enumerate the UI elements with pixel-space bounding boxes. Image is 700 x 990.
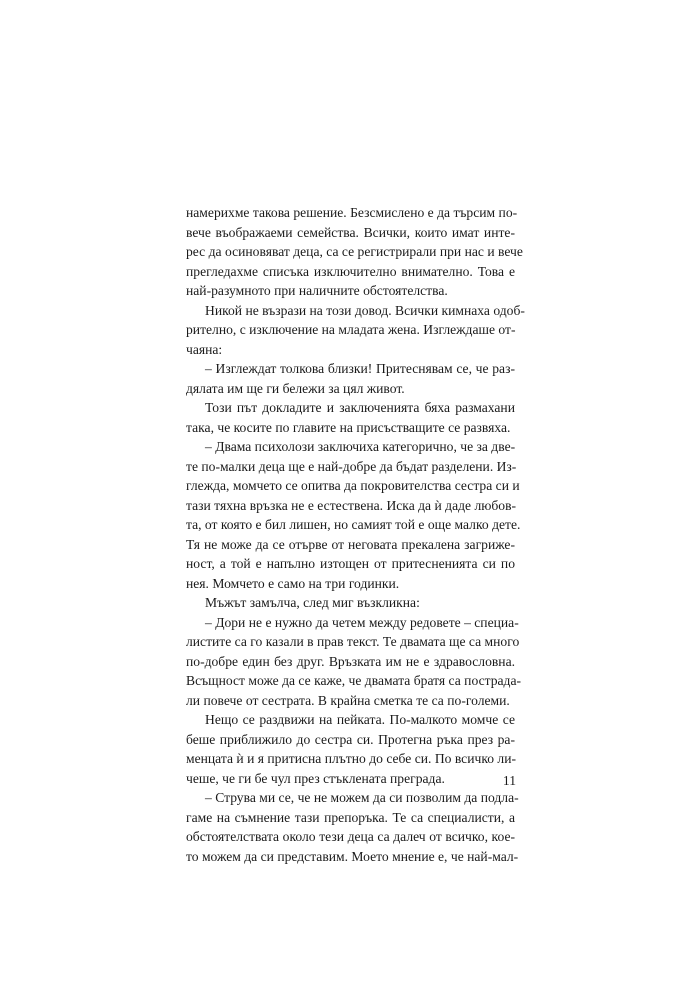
text-line: – Дори не е нужно да четем между редовете – специа- xyxy=(205,614,519,630)
text-line: Мъжът замълча, след миг възкликна: xyxy=(205,595,420,610)
text-line: нея. Момчето е само на три годинки. xyxy=(186,575,400,591)
text-line: чеше, че ги бе чул през стъклената преграда. xyxy=(186,770,445,786)
text-line: рес да осиновяват деца, са се регистрирали при нас и вече xyxy=(186,244,523,259)
text-line: менцата ѝ и я притисна плътно до себе си. По всичко ли- xyxy=(186,751,517,766)
text-line: беше приближило до сестра си. Протегна ръка през ра- xyxy=(186,731,515,747)
text-line: Никой не възрази на този довод. Всички кимнаха одоб- xyxy=(205,302,525,318)
text-line: по-добре един без друг. Връзката им не е здравословна. xyxy=(186,653,515,669)
text-line: Всъщност може да се каже, че двамата братя са пострада- xyxy=(186,673,522,688)
body-text xyxy=(186,203,525,866)
text-line: те по-малки деца ще е най-добре да бъдат разделени. Из- xyxy=(186,458,517,474)
text-line: вече въображаеми семейства. Всички, които имат инте- xyxy=(186,224,515,240)
text-line: Нещо се раздвижи на пейката. По-малкото момче се xyxy=(205,712,515,727)
text-line: ност, а той е напълно изтощен от притесненията си по xyxy=(186,556,515,571)
page-number: 11 xyxy=(502,773,516,788)
text-line: чаяна: xyxy=(186,341,223,357)
text-line: най-разумното при наличните обстоятелства. xyxy=(186,283,448,298)
text-line: гаме на съмнение тази препоръка. Те са специалисти, а xyxy=(186,809,515,825)
text-line: – Струва ми се, че не можем да си позволим да подла- xyxy=(205,790,519,805)
text-line: рително, с изключение на младата жена. Изглеждаше от- xyxy=(186,322,516,337)
text-line: така, че косите по главите на присъстващите се развяха. xyxy=(186,419,511,435)
text-line: намерихме такова решение. Безсмислено е да търсим по- xyxy=(186,205,518,220)
text-line: Този път докладите и заключенията бяха размахани xyxy=(205,400,515,415)
text-line: дялата им ще ги бележи за цял живот. xyxy=(186,380,405,396)
text-line: ли повече от сестрата. В крайна сметка те са по-големи. xyxy=(186,692,510,708)
text-line: обстоятелствата около тези деца са далеч от всичко, кое- xyxy=(186,829,515,844)
text-line: прегледахме списъка изключително внимателно. Това е xyxy=(186,263,515,279)
text-line: та, от която е бил лишен, но самият той е още малко дете. xyxy=(186,517,521,532)
text-line: Тя не може да се отърве от неговата прекалена загриже- xyxy=(186,536,515,552)
text-line: – Двама психолози заключиха категорично, че за две- xyxy=(205,439,516,454)
text-line: листите са го казали в прав текст. Те двамата ще са много xyxy=(186,634,520,649)
text-line: глежда, момчето се опитва да покровителства сестра си и xyxy=(186,478,520,493)
text-line: тази тяхна връзка не е естествена. Иска да ѝ даде любов- xyxy=(186,497,517,513)
text-line: то можем да си представим. Моето мнение е, че най-мал- xyxy=(186,848,519,864)
text-line: – Изглеждат толкова близки! Притеснявам се, че раз- xyxy=(205,361,515,376)
